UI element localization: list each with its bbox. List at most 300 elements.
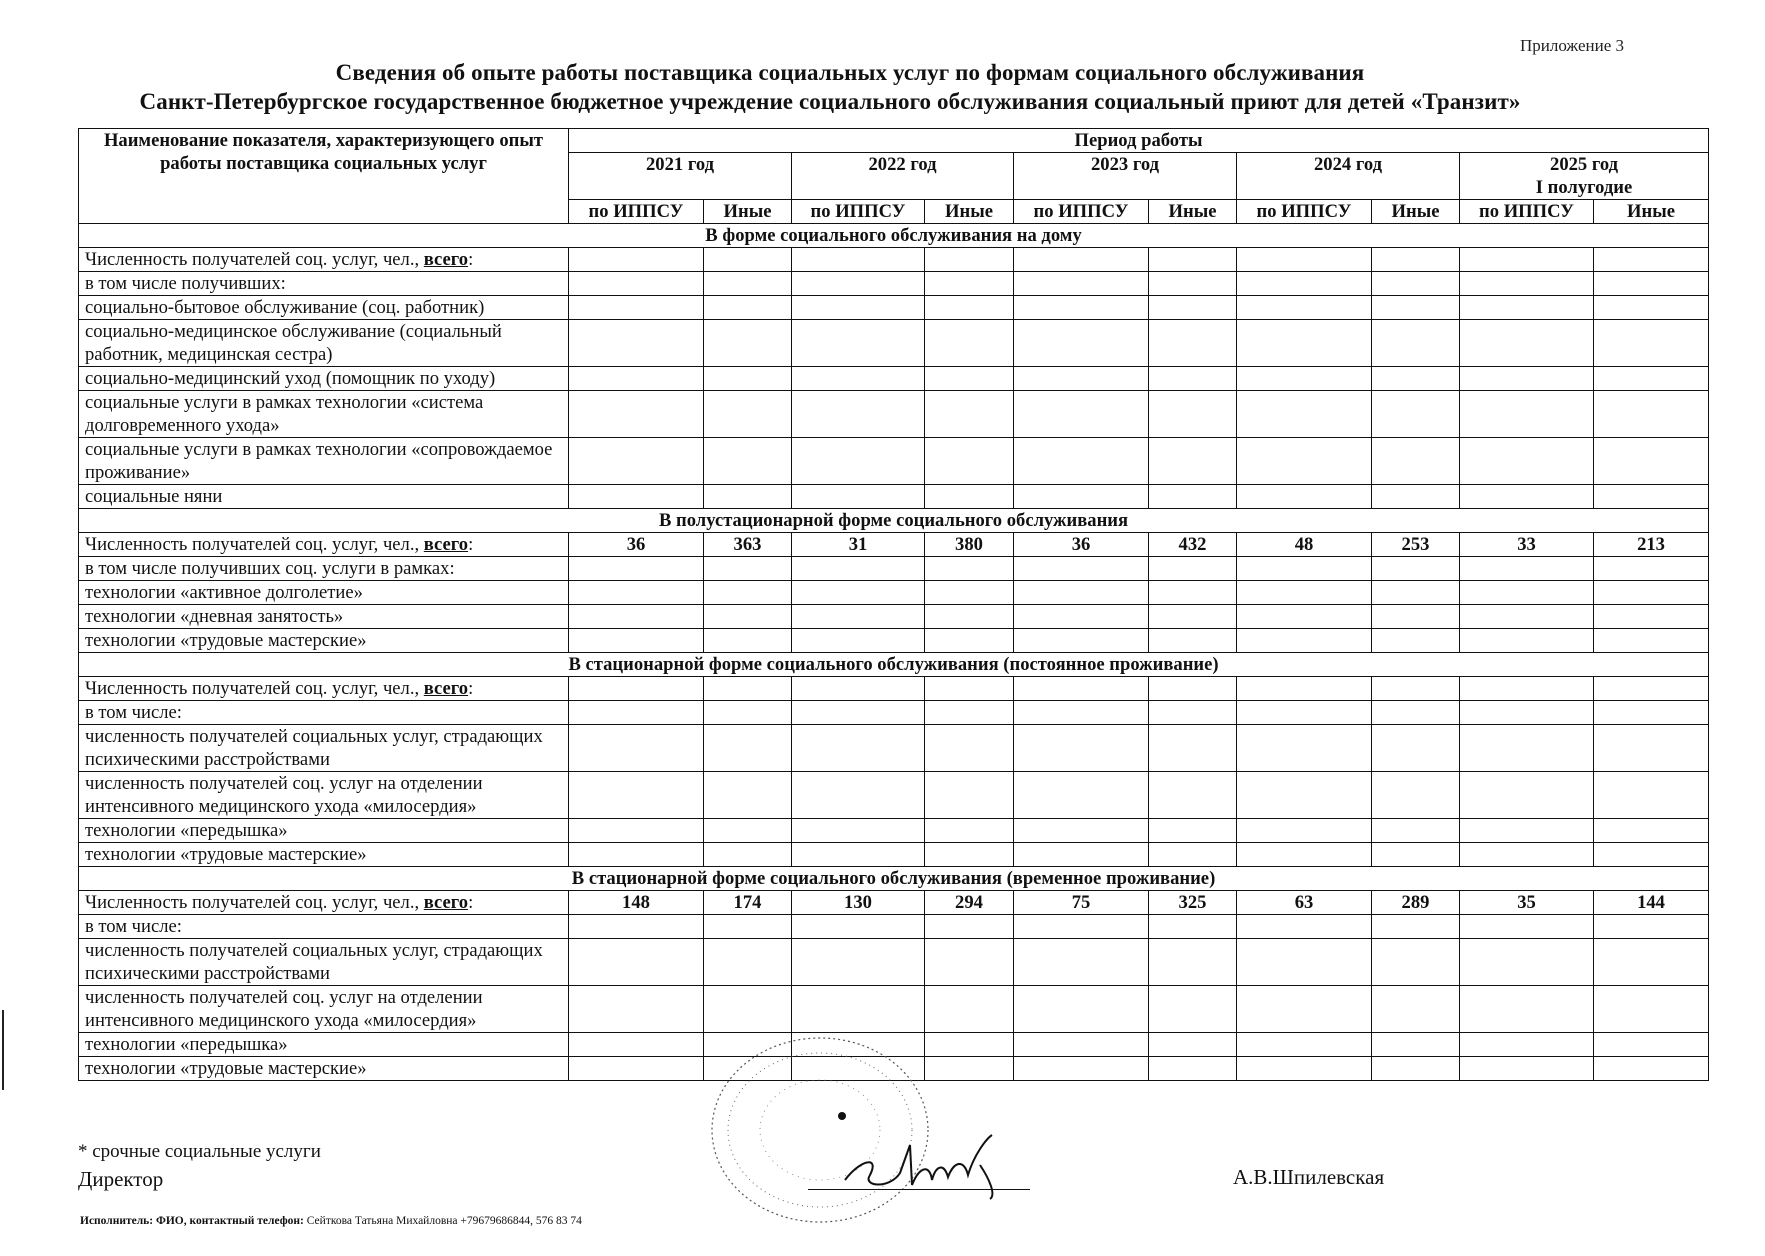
value-cell: [569, 1057, 704, 1081]
value-cell: [704, 843, 792, 867]
value-cell: [1460, 772, 1594, 819]
table-row: [79, 677, 1709, 701]
sub-header-other: Иные: [1594, 200, 1709, 224]
value-cell: [1594, 1033, 1709, 1057]
value-cell: [704, 677, 792, 701]
row-label-text: в том числе:: [85, 702, 182, 723]
value-cell: [569, 605, 704, 629]
document-title: Сведения об опыте работы поставщика социальных услуг по формам социального обслуживания: [335, 60, 1365, 85]
value-cell: 174: [704, 891, 792, 915]
value-cell: [704, 915, 792, 939]
value-cell: [1149, 819, 1237, 843]
value-cell: [925, 725, 1014, 772]
row-label-text: в том числе получивших соц. услуги в рамках:: [85, 558, 455, 579]
value-cell: [925, 367, 1014, 391]
table-row: [79, 915, 1709, 939]
value-cell: [1460, 1033, 1594, 1057]
sub-header-other: Иные: [925, 200, 1014, 224]
value-cell: [1237, 725, 1372, 772]
value-cell: [792, 296, 925, 320]
value-cell: [1014, 367, 1149, 391]
value-cell: [1149, 986, 1237, 1033]
row-label-text: численность получателей соц. услуг на отделении интенсивного медицинского ухода «милосердия»: [85, 987, 483, 1031]
value-cell: [1372, 701, 1460, 725]
value-cell: 148: [569, 891, 704, 915]
value-cell: 144: [1594, 891, 1709, 915]
value-cell: [925, 296, 1014, 320]
value-cell: [704, 629, 792, 653]
table-row: [79, 320, 1709, 367]
value-cell: 36: [569, 533, 704, 557]
section-header-row: [79, 867, 1709, 891]
sub-header-ippsu: по ИППСУ: [569, 200, 704, 224]
value-cell: [569, 986, 704, 1033]
value-cell: [704, 485, 792, 509]
value-cell: [704, 438, 792, 485]
value-cell: [569, 1033, 704, 1057]
value-cell: [925, 701, 1014, 725]
period-header: Период работы: [569, 129, 1709, 153]
table-row: [79, 939, 1709, 986]
value-cell: [1014, 1033, 1149, 1057]
row-label: [79, 725, 569, 772]
table-row: [79, 819, 1709, 843]
sub-header-ippsu: по ИППСУ: [792, 200, 925, 224]
row-label: [79, 843, 569, 867]
value-cell: [1237, 320, 1372, 367]
value-cell: [1594, 701, 1709, 725]
value-cell: [1014, 557, 1149, 581]
value-cell: [1237, 772, 1372, 819]
value-cell: [1014, 915, 1149, 939]
value-cell: [1237, 485, 1372, 509]
value-cell: [704, 296, 792, 320]
value-cell: [569, 819, 704, 843]
row-label-suffix: :: [468, 249, 474, 270]
value-cell: [1149, 725, 1237, 772]
value-cell: [569, 629, 704, 653]
value-cell: [1372, 629, 1460, 653]
value-cell: [1149, 677, 1237, 701]
value-cell: [1237, 557, 1372, 581]
year-header-2025: [1460, 153, 1709, 200]
table-row: [79, 248, 1709, 272]
value-cell: [704, 701, 792, 725]
value-cell: [792, 438, 925, 485]
value-cell: [1014, 272, 1149, 296]
table-row: [79, 367, 1709, 391]
value-cell: [704, 581, 792, 605]
row-label: [79, 915, 569, 939]
year-header: 2021 год: [569, 153, 792, 200]
value-cell: [1149, 581, 1237, 605]
row-label: [79, 629, 569, 653]
value-cell: [792, 605, 925, 629]
row-label-text: Численность получателей соц. услуг, чел.,: [85, 678, 420, 699]
sub-header-ippsu: по ИППСУ: [1460, 200, 1594, 224]
value-cell: 63: [1237, 891, 1372, 915]
value-cell: [1237, 296, 1372, 320]
section-title: В стационарной форме социального обслуживания (временное проживание): [79, 867, 1709, 891]
value-cell: [1014, 605, 1149, 629]
table-row: [79, 272, 1709, 296]
value-cell: [1594, 725, 1709, 772]
value-cell: [792, 701, 925, 725]
value-cell: [1014, 772, 1149, 819]
value-cell: [1594, 485, 1709, 509]
value-cell: [1594, 320, 1709, 367]
value-cell: [1372, 557, 1460, 581]
value-cell: [1149, 367, 1237, 391]
value-cell: 75: [1014, 891, 1149, 915]
value-cell: [1460, 248, 1594, 272]
value-cell: [1460, 581, 1594, 605]
value-cell: [1014, 819, 1149, 843]
value-cell: [925, 581, 1014, 605]
row-label: [79, 701, 569, 725]
value-cell: [1372, 248, 1460, 272]
row-label: [79, 939, 569, 986]
row-label: [79, 391, 569, 438]
appendix-label: Приложение 3: [1520, 36, 1624, 55]
row-label-text: Численность получателей соц. услуг, чел.,: [85, 892, 420, 913]
row-label: [79, 1057, 569, 1081]
row-label-text: социально-бытовое обслуживание (соц. работник): [85, 297, 485, 318]
value-cell: [569, 248, 704, 272]
value-cell: [1594, 557, 1709, 581]
executor-label: Исполнитель: ФИО, контактный телефон:: [80, 1215, 304, 1227]
sub-header-ippsu: по ИППСУ: [1237, 200, 1372, 224]
value-cell: [1149, 557, 1237, 581]
value-cell: [1014, 391, 1149, 438]
value-cell: [1594, 248, 1709, 272]
value-cell: [1460, 320, 1594, 367]
row-label-text: технологии «активное долголетие»: [85, 582, 363, 603]
value-cell: [1460, 843, 1594, 867]
value-cell: [1372, 1033, 1460, 1057]
value-cell: [1460, 915, 1594, 939]
executor-line: [80, 1215, 582, 1227]
value-cell: [925, 320, 1014, 367]
value-cell: [1149, 485, 1237, 509]
value-cell: [1460, 725, 1594, 772]
value-cell: [1594, 581, 1709, 605]
director-name: А.В.Шпилевская: [1233, 1165, 1385, 1189]
row-label-text: технологии «трудовые мастерские»: [85, 1058, 367, 1079]
value-cell: [1372, 986, 1460, 1033]
value-cell: [792, 819, 925, 843]
value-cell: [1014, 843, 1149, 867]
value-cell: [1594, 605, 1709, 629]
row-label-text: в том числе:: [85, 916, 182, 937]
row-label-emphasis: всего: [423, 249, 469, 270]
value-cell: [569, 485, 704, 509]
value-cell: [792, 581, 925, 605]
value-cell: [1014, 581, 1149, 605]
value-cell: 31: [792, 533, 925, 557]
value-cell: [792, 320, 925, 367]
value-cell: [1372, 677, 1460, 701]
value-cell: [1149, 296, 1237, 320]
experience-table: [78, 128, 1709, 1081]
value-cell: [1372, 605, 1460, 629]
value-cell: [1460, 701, 1594, 725]
value-cell: [569, 772, 704, 819]
value-cell: [792, 772, 925, 819]
value-cell: [1594, 438, 1709, 485]
value-cell: [1594, 391, 1709, 438]
table-row: [79, 485, 1709, 509]
row-label: [79, 986, 569, 1033]
value-cell: 36: [1014, 533, 1149, 557]
value-cell: [1372, 438, 1460, 485]
value-cell: [1594, 1057, 1709, 1081]
section-header-row: [79, 653, 1709, 677]
value-cell: [1149, 605, 1237, 629]
value-cell: [569, 391, 704, 438]
organization-title: Санкт-Петербургское государственное бюджетное учреждение социального обслуживания социальный приют для детей «Транзит»: [139, 89, 1521, 114]
value-cell: [1460, 986, 1594, 1033]
value-cell: [792, 367, 925, 391]
row-label-text: технологии «дневная занятость»: [85, 606, 344, 627]
year-header: 2024 год: [1237, 153, 1460, 200]
row-label-text: социально-медицинский уход (помощник по уходу): [85, 368, 496, 389]
value-cell: [792, 939, 925, 986]
value-cell: [704, 248, 792, 272]
row-label: [79, 438, 569, 485]
value-cell: [792, 915, 925, 939]
sub-header-other: Иные: [1372, 200, 1460, 224]
director-label: Директор: [78, 1167, 164, 1191]
table-row: [79, 391, 1709, 438]
value-cell: [1460, 1057, 1594, 1081]
value-cell: [1594, 677, 1709, 701]
value-cell: [704, 939, 792, 986]
table-row: [79, 629, 1709, 653]
row-label: [79, 891, 569, 915]
value-cell: [1237, 438, 1372, 485]
value-cell: 35: [1460, 891, 1594, 915]
value-cell: [1149, 701, 1237, 725]
value-cell: [1014, 725, 1149, 772]
year-note: I полугодие: [1535, 177, 1633, 198]
value-cell: [569, 915, 704, 939]
value-cell: [1237, 986, 1372, 1033]
value-cell: 253: [1372, 533, 1460, 557]
value-cell: [1014, 248, 1149, 272]
value-cell: [1149, 1057, 1237, 1081]
value-cell: [1149, 391, 1237, 438]
value-cell: [1237, 391, 1372, 438]
header-row-1: [79, 129, 1709, 153]
value-cell: [1460, 391, 1594, 438]
value-cell: [1149, 320, 1237, 367]
value-cell: [925, 391, 1014, 438]
row-label: [79, 272, 569, 296]
value-cell: [1237, 677, 1372, 701]
value-cell: [1594, 939, 1709, 986]
row-label-emphasis: всего: [423, 678, 469, 699]
value-cell: [1014, 1057, 1149, 1081]
value-cell: [1372, 915, 1460, 939]
value-cell: [704, 320, 792, 367]
value-cell: [1237, 701, 1372, 725]
value-cell: [1460, 677, 1594, 701]
table-row: [79, 533, 1709, 557]
row-label-text: технологии «трудовые мастерские»: [85, 844, 367, 865]
value-cell: [1149, 438, 1237, 485]
row-label-suffix: :: [468, 678, 474, 699]
value-cell: [1460, 296, 1594, 320]
value-cell: [925, 772, 1014, 819]
row-label-suffix: :: [468, 534, 474, 555]
row-label: [79, 819, 569, 843]
value-cell: [569, 296, 704, 320]
table-body: [79, 224, 1709, 1081]
value-cell: [1014, 939, 1149, 986]
value-cell: [1014, 296, 1149, 320]
value-cell: [1372, 367, 1460, 391]
value-cell: [925, 939, 1014, 986]
indicator-header: Наименование показателя, характеризующего опыт работы поставщика социальных услуг: [79, 129, 569, 224]
scan-edge-mark: [2, 1010, 4, 1090]
value-cell: [1237, 581, 1372, 605]
row-label-text: социальные услуги в рамках технологии «система долговременного ухода»: [85, 392, 484, 436]
table-row: [79, 891, 1709, 915]
value-cell: [569, 581, 704, 605]
value-cell: [1372, 320, 1460, 367]
value-cell: [1237, 1033, 1372, 1057]
value-cell: [1460, 485, 1594, 509]
year-header: 2023 год: [1014, 153, 1237, 200]
value-cell: [925, 485, 1014, 509]
value-cell: [1149, 939, 1237, 986]
row-label-text: численность получателей соц. услуг на отделении интенсивного медицинского ухода «милосердия»: [85, 773, 483, 817]
row-label-text: социальные услуги в рамках технологии «сопровождаемое проживание»: [85, 439, 553, 483]
value-cell: 289: [1372, 891, 1460, 915]
value-cell: [1237, 272, 1372, 296]
sub-header-other: Иные: [704, 200, 792, 224]
value-cell: [704, 819, 792, 843]
value-cell: [925, 819, 1014, 843]
value-cell: [792, 391, 925, 438]
sub-header-other: Иные: [1149, 200, 1237, 224]
value-cell: [792, 485, 925, 509]
value-cell: [1237, 629, 1372, 653]
table-row: [79, 725, 1709, 772]
value-cell: 432: [1149, 533, 1237, 557]
value-cell: [1014, 485, 1149, 509]
value-cell: [1014, 438, 1149, 485]
value-cell: [1594, 772, 1709, 819]
value-cell: [1594, 843, 1709, 867]
row-label: [79, 772, 569, 819]
value-cell: [569, 843, 704, 867]
value-cell: [925, 438, 1014, 485]
value-cell: [1594, 629, 1709, 653]
value-cell: [1460, 605, 1594, 629]
value-cell: [1460, 939, 1594, 986]
value-cell: [1149, 248, 1237, 272]
value-cell: [1149, 272, 1237, 296]
value-cell: [569, 367, 704, 391]
value-cell: [925, 629, 1014, 653]
footnote: * срочные социальные услуги: [78, 1141, 321, 1162]
value-cell: [1460, 557, 1594, 581]
row-label: [79, 485, 569, 509]
row-label-emphasis: всего: [423, 534, 469, 555]
value-cell: [704, 367, 792, 391]
value-cell: [1237, 819, 1372, 843]
row-label-text: Численность получателей соц. услуг, чел.,: [85, 249, 420, 270]
value-cell: [569, 677, 704, 701]
value-cell: [792, 272, 925, 296]
row-label-text: численность получателей социальных услуг, страдающих психическими расстройствами: [85, 940, 543, 984]
value-cell: [1237, 1057, 1372, 1081]
value-cell: [792, 677, 925, 701]
value-cell: [569, 725, 704, 772]
value-cell: [1460, 272, 1594, 296]
row-label: [79, 367, 569, 391]
value-cell: [1149, 915, 1237, 939]
row-label-text: социально-медицинское обслуживание (социальный работник, медицинская сестра): [85, 321, 502, 365]
value-cell: [1460, 438, 1594, 485]
value-cell: [1149, 843, 1237, 867]
value-cell: [704, 605, 792, 629]
value-cell: [925, 915, 1014, 939]
value-cell: [1372, 772, 1460, 819]
table-row: [79, 605, 1709, 629]
value-cell: [1237, 915, 1372, 939]
value-cell: [704, 772, 792, 819]
value-cell: [1237, 367, 1372, 391]
value-cell: [925, 272, 1014, 296]
value-cell: [1014, 701, 1149, 725]
section-title: В полустационарной форме социального обслуживания: [79, 509, 1709, 533]
value-cell: 130: [792, 891, 925, 915]
row-label: [79, 557, 569, 581]
row-label: [79, 248, 569, 272]
value-cell: [1372, 485, 1460, 509]
value-cell: [1014, 986, 1149, 1033]
executor-value: Сейткова Татьяна Михайловна +79679686844, 576 83 74: [306, 1215, 582, 1227]
value-cell: [792, 843, 925, 867]
value-cell: [1372, 939, 1460, 986]
value-cell: [1372, 296, 1460, 320]
value-cell: [1014, 629, 1149, 653]
section-title: В форме социального обслуживания на дому: [79, 224, 1709, 248]
section-header-row: [79, 224, 1709, 248]
value-cell: [792, 557, 925, 581]
value-cell: [1014, 320, 1149, 367]
value-cell: [1372, 725, 1460, 772]
value-cell: [925, 677, 1014, 701]
value-cell: [792, 629, 925, 653]
value-cell: [1149, 1033, 1237, 1057]
value-cell: [1460, 819, 1594, 843]
row-label-text: технологии «передышка»: [85, 820, 288, 841]
value-cell: [569, 939, 704, 986]
value-cell: [1594, 915, 1709, 939]
value-cell: [1594, 819, 1709, 843]
value-cell: [925, 843, 1014, 867]
value-cell: 363: [704, 533, 792, 557]
table-row: [79, 438, 1709, 485]
value-cell: [704, 725, 792, 772]
row-label-text: Численность получателей соц. услуг, чел.,: [85, 534, 420, 555]
row-label: [79, 296, 569, 320]
value-cell: [792, 725, 925, 772]
